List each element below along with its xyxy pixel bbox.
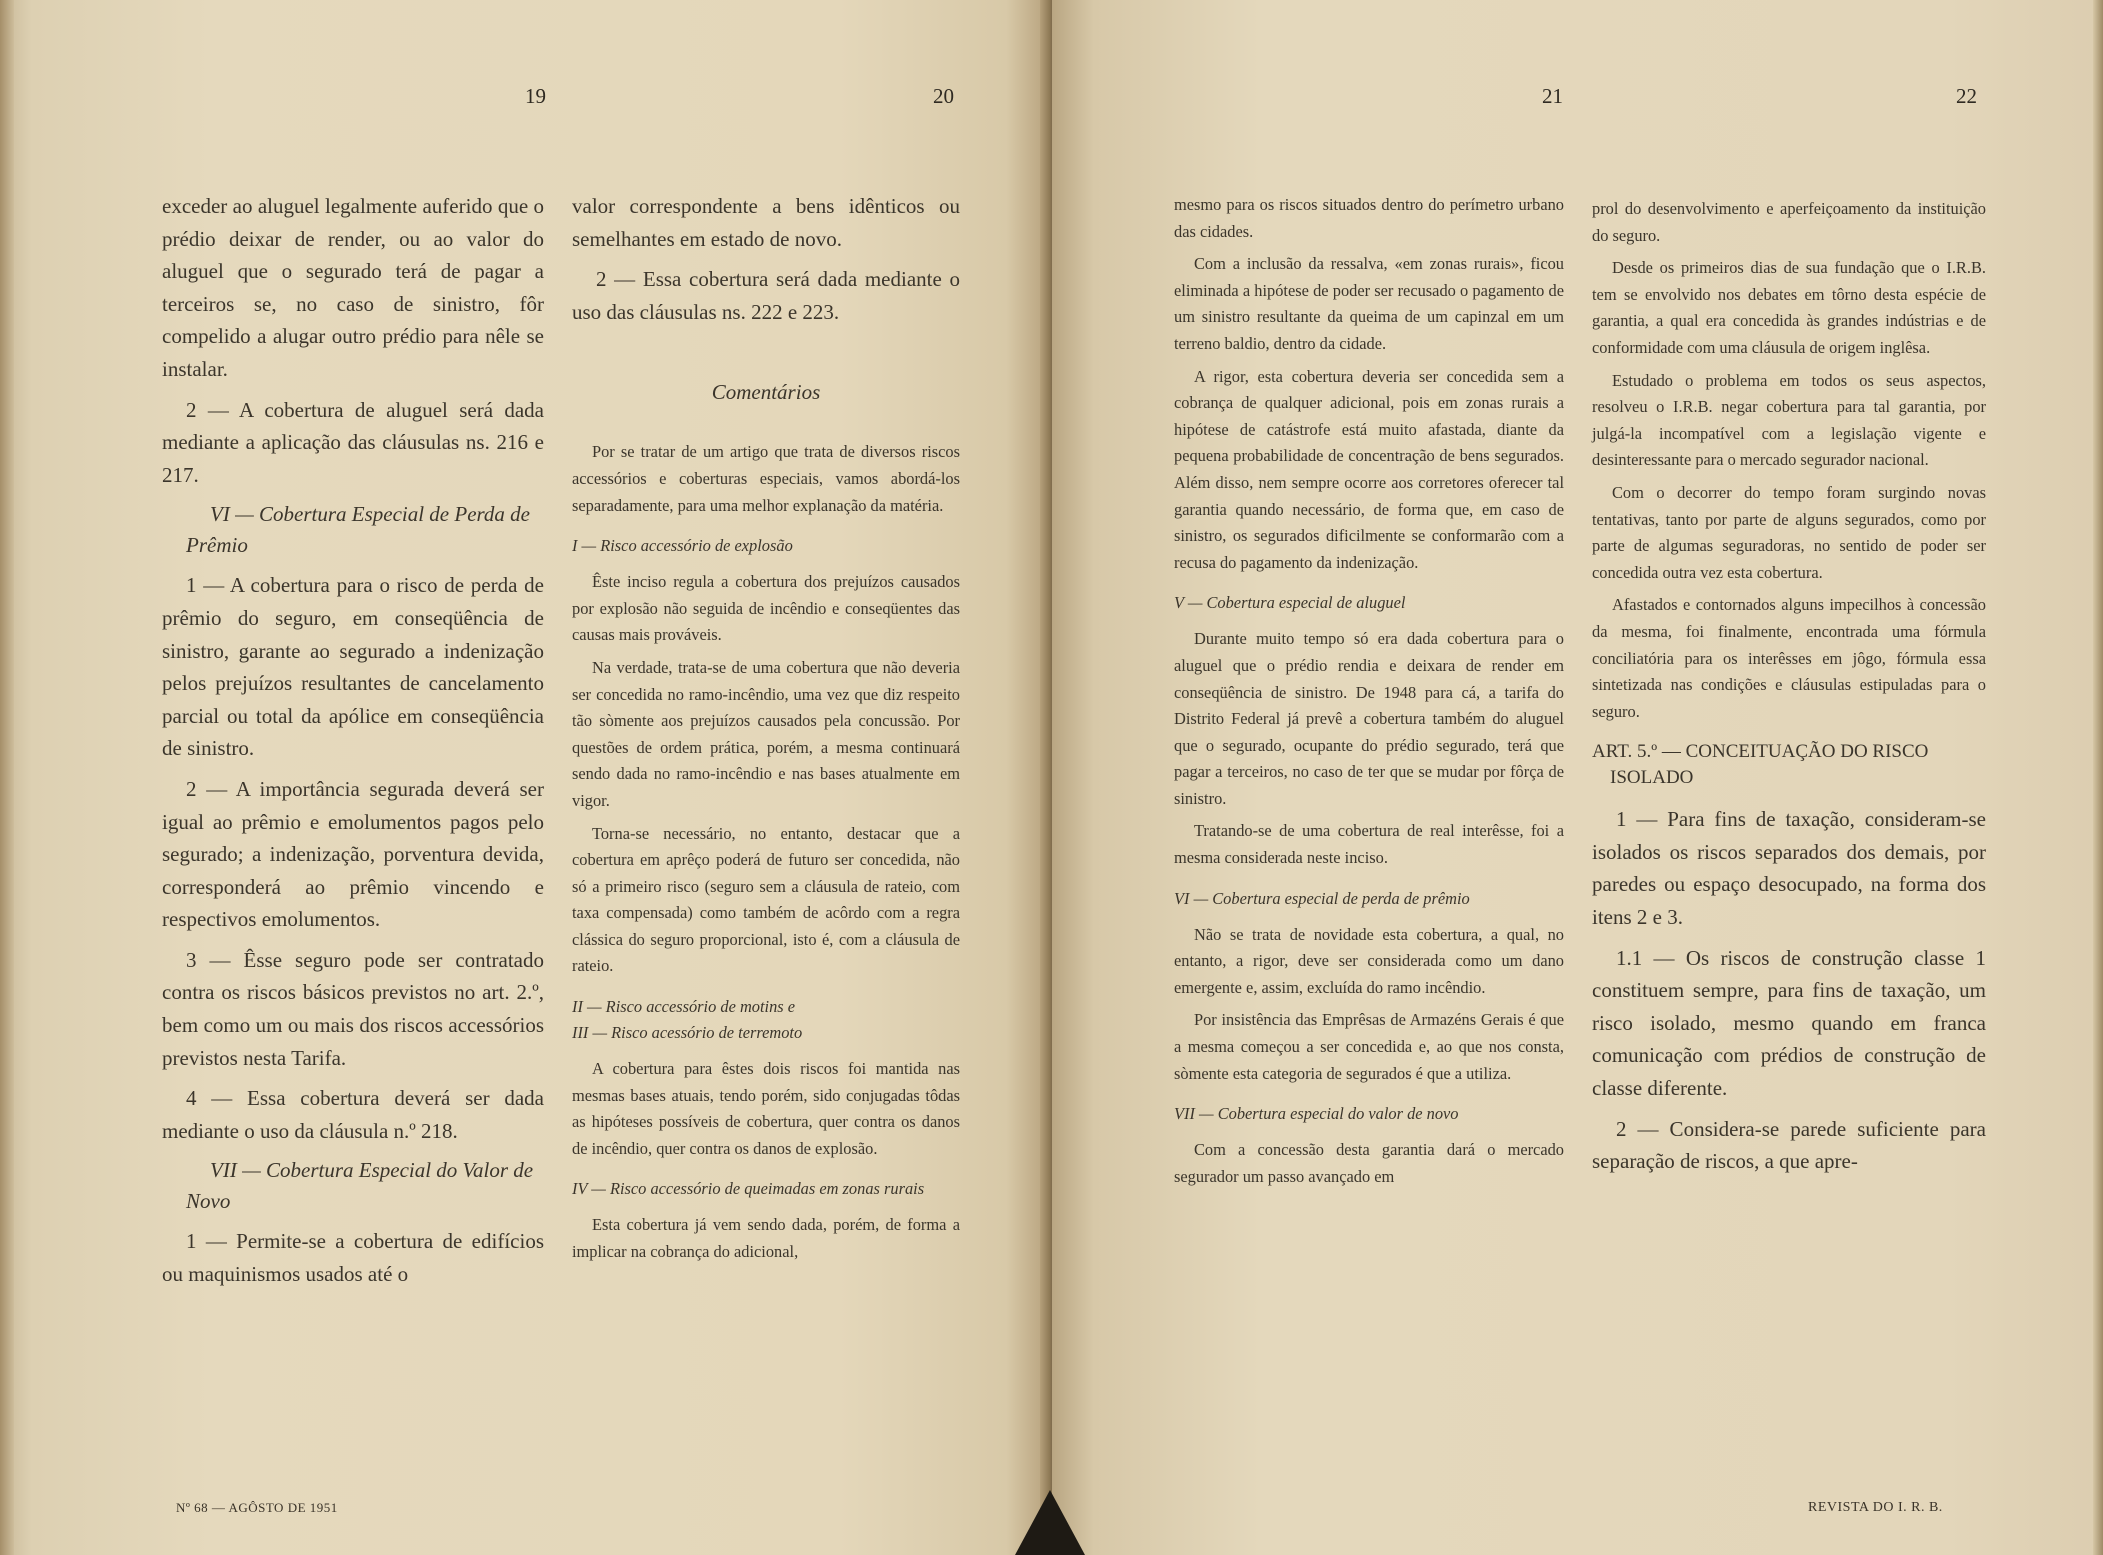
paragraph: Durante muito tempo só era dada cobertura para o aluguel que o prédio rendia e deixara de render em conseqüência de sinistro. De 1948 para cá, a tarifa do Distrito Federal já prevê a cobertura também do aluguel que o segurado, ocupante do prédio segurado, terá que pagar a terceiros, no caso de ter que se mudar por fôrça de sinistro. xyxy=(1174,629,1564,808)
paragraph: Na verdade, trata-se de uma cobertura que não deveria ser concedida no ramo-incêndio, uma vez que diz respeito tão sòmente aos prejuízos causados pela concussão. Por questões de ordem prática, porém, a mesma continuará sendo dada no ramo-incêndio e nas bases atualmente em vigor. xyxy=(572,657,960,810)
paragraph: Com a concessão desta garantia dará o mercado segurador um passo avançado em xyxy=(1174,1140,1564,1186)
paragraph: Com a inclusão da ressalva, «em zonas rurais», ficou eliminada a hipótese de poder ser recusado o pagamento de um sinistro resultante da queima de um capinzal em um terreno baldio, dentro da cidade. xyxy=(1174,254,1564,353)
page-number-19: 19 xyxy=(525,84,546,108)
column-page-21 xyxy=(1174,192,1564,1196)
right-page-edge xyxy=(2093,0,2103,1555)
page-number-22: 22 xyxy=(1956,84,1977,108)
section-heading: II — Risco accessório de motins e xyxy=(572,997,796,1017)
comentarios-heading: Comentários xyxy=(711,380,821,405)
paragraph: 1.1 — Os riscos de construção classe 1 constituem sempre, para fins de taxação, um risco isolado, mesmo quando em franca comunicação com prédios de construção de classe diferente. xyxy=(1592,945,1986,1101)
paragraph: Afastados e contornados alguns impecilhos à concessão da mesma, foi finalmente, encontrada uma fórmula conciliatória para os interêsses em jôgo, fórmula essa sintetizada nas condições e cláusulas estipuladas para o seguro. xyxy=(1592,595,1986,721)
paragraph: Com o decorrer do tempo foram surgindo novas tentativas, tanto por parte de alguns segurados, como por parte de algumas seguradoras, no sentido de poder ser concedida outra vez esta cobertura. xyxy=(1592,482,1986,582)
section-heading: V — Cobertura especial de aluguel xyxy=(1174,593,1406,613)
paragraph: 2 — Considera-se parede suficiente para separação de riscos, a que apre- xyxy=(1592,1116,1986,1174)
footer-issue: Nº 68 — AGÔSTO DE 1951 xyxy=(176,1500,338,1515)
section-heading: III — Risco acessório de terremoto xyxy=(572,1023,803,1043)
paragraph: Não se trata de novidade esta cobertura, a qual, no entanto, a rigor, deve ser considerada como um dano emergente e, assim, excluída do ramo incêndio. xyxy=(1174,924,1564,997)
paragraph: 3 — Êsse seguro pode ser contratado contra os riscos básicos previstos no art. 2.º, bem como um ou mais dos riscos accessórios previstos nesta Tarifa. xyxy=(162,947,544,1070)
paragraph: mesmo para os riscos situados dentro do perímetro urbano das cidades. xyxy=(1174,195,1564,241)
left-page-edge xyxy=(0,0,14,1555)
paragraph: 1 — A cobertura para o risco de perda de prêmio do seguro, em conseqüência de sinistro, garante ao segurado a indenização pelos prejuízos resultantes de cancelamento parcial ou total da apólice em conseqüência de sinistro. xyxy=(162,573,544,761)
section-heading: VII — Cobertura Especial do Valor de Novo xyxy=(186,1158,534,1214)
paragraph: 4 — Essa cobertura deverá ser dada mediante o uso da cláusula n.º 218. xyxy=(162,1086,544,1143)
section-heading: IV — Risco accessório de queimadas em zonas rurais xyxy=(572,1179,925,1199)
paragraph: Êste inciso regula a cobertura dos prejuízos causados por explosão não seguida de incêndio e conseqüentes das causas mais prováveis. xyxy=(572,572,960,645)
page-number-20: 20 xyxy=(933,84,954,108)
paragraph: A cobertura para êstes dois riscos foi mantida nas mesmas bases atuais, tendo porém, sido conjugadas tôdas as hipóteses possíveis de cobertura, quer contra os danos de incêndio, quer contra os danos de explosão. xyxy=(572,1059,960,1158)
paragraph: 2 — A importância segurada deverá ser igual ao prêmio e emolumentos pagos pelo segurado; a indenização, porventura devida, corresponderá ao prêmio vincendo e respectivos emolumentos. xyxy=(162,776,544,932)
footer-journal: REVISTA DO I. R. B. xyxy=(1808,1500,1943,1515)
column-page-19 xyxy=(162,190,544,1299)
section-heading: VI — Cobertura Especial de Perda de Prêmio xyxy=(186,502,530,558)
paragraph: exceder ao aluguel legalmente auferido que o prédio deixar de render, ou ao valor do aluguel que o segurado terá de pagar a terceiros se, no caso de sinistro, fôr compelido a alugar outro prédio para nêle se instalar. xyxy=(162,194,544,381)
paragraph: 1 — Permite-se a cobertura de edifícios ou maquinismos usados até o xyxy=(162,1229,544,1287)
paragraph: Por insistência das Emprêsas de Armazéns Gerais é que a mesma começou a ser concedida e, ao que nos consta, sòmente esta categoria de segurados é que a utiliza. xyxy=(1174,1010,1564,1083)
article-heading: ART. 5.º — CONCEITUAÇÃO DO RISCO ISOLADO xyxy=(1592,741,1929,789)
paragraph: Estudado o problema em todos os seus aspectos, resolveu o I.R.B. negar cobertura para tal garantia, por julgá-la incompatível com a legislação vigente e desinteressante para o mercado segurador nacional. xyxy=(1592,370,1986,470)
paragraph: Por se tratar de um artigo que trata de diversos riscos accessórios e coberturas especiais, vamos abordá-los separadamente, para uma melhor explanação da matéria. xyxy=(572,442,960,515)
paragraph: Tratando-se de uma cobertura de real interêsse, foi a mesma considerada neste inciso. xyxy=(1174,821,1564,868)
paragraph: valor correspondente a bens idênticos ou semelhantes em estado de novo. xyxy=(572,194,960,251)
paragraph: 1 — Para fins de taxação, consideram-se isolados os riscos separados dos demais, por paredes ou espaço desocupado, na forma dos itens 2 e 3. xyxy=(1592,807,1986,930)
paragraph: Torna-se necessário, no entanto, destacar que a cobertura em aprêço poderá de futuro ser concedida, não só a primeiro risco (seguro sem a cláusula de rateio, com taxa compensada) como também de acôrdo com a regra clássica do seguro proporcional, isto é, com a cláusula de rateio. xyxy=(572,823,960,976)
paragraph: Desde os primeiros dias de sua fundação que o I.R.B. tem se envolvido nos debates em tôrno desta espécie de garantia, a qual era concedida às grandes indústrias e de conformidade com uma cláusula de origem inglêsa. xyxy=(1592,258,1986,357)
column-page-22 xyxy=(1592,196,1986,1186)
paragraph: prol do desenvolvimento e aperfeiçoamento da instituição do seguro. xyxy=(1592,199,1986,245)
paragraph: A rigor, esta cobertura deveria ser concedida sem a cobrança de qualquer adicional, pois em zonas rurais a hipótese de catástrofe está muito afastada, diante da pequena probabilidade de concentração de bens segurados. Além disso, nem sempre ocorre aos corretores oferecer tal garantia quando necessário, de forma que, em caso de sinistro, os segurados dificilmente se conformarão com a recusa do pagamento da indenização. xyxy=(1174,366,1564,572)
left-page xyxy=(0,0,1048,1555)
right-page xyxy=(1052,0,2103,1555)
paragraph: 2 — A cobertura de aluguel será dada mediante a aplicação das cláusulas ns. 216 e 217. xyxy=(162,397,544,487)
section-heading: I — Risco accessório de explosão xyxy=(572,536,793,556)
page-number-21: 21 xyxy=(1542,84,1563,108)
section-heading: VII — Cobertura especial do valor de novo xyxy=(1174,1104,1459,1124)
paragraph: Esta cobertura já vem sendo dada, porém, de forma a implicar na cobrança do adicional, xyxy=(572,1215,960,1262)
section-heading: VI — Cobertura especial de perda de prêmio xyxy=(1174,888,1470,908)
column-page-20 xyxy=(572,190,960,1272)
paragraph: 2 — Essa cobertura será dada mediante o uso das cláusulas ns. 222 e 223. xyxy=(572,267,960,324)
